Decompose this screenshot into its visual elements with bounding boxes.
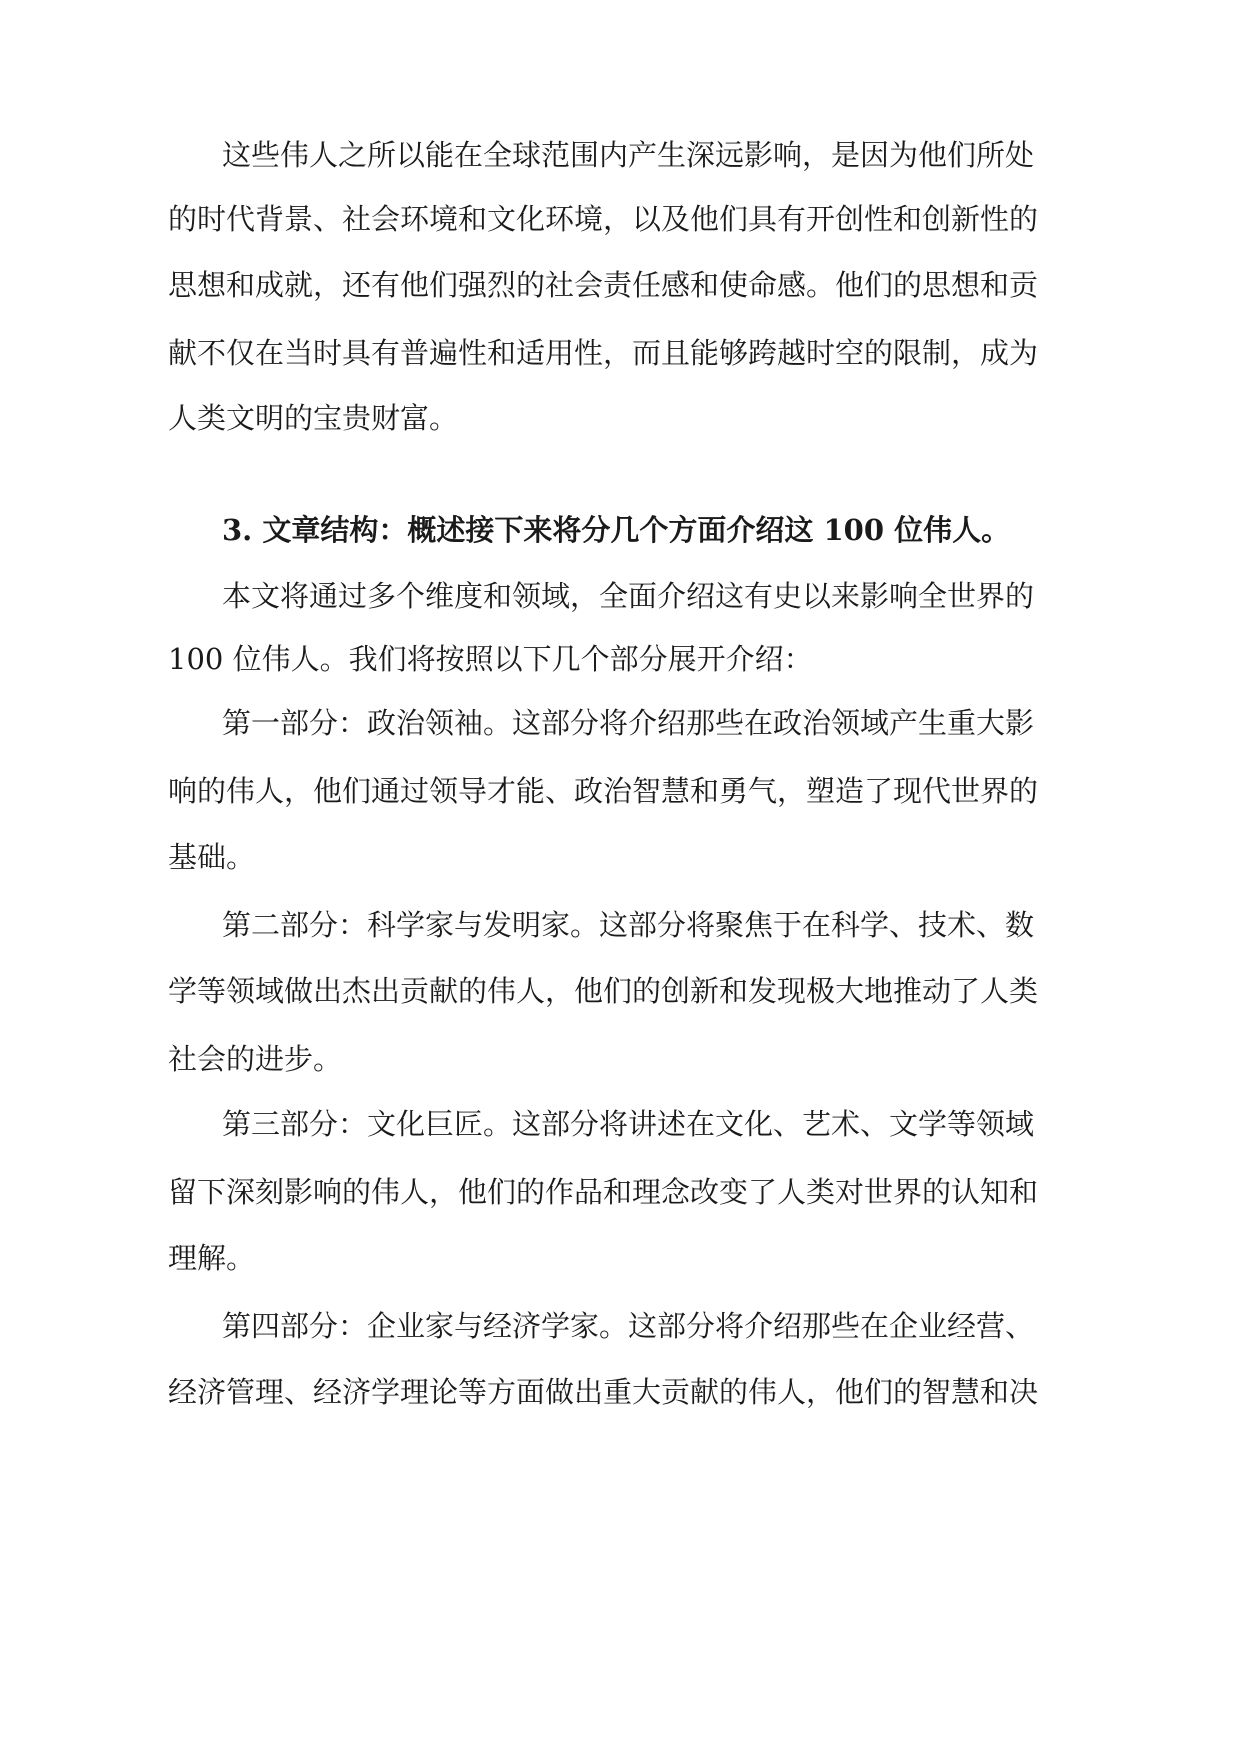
text-line: 100 位伟人。我们将按照以下几个部分展开介绍： xyxy=(168,642,813,676)
text-line: 本文将通过多个维度和领域，全面介绍这有史以来影响全世界的 xyxy=(222,579,1035,613)
text-line: 第三部分：文化巨匠。这部分将讲述在文化、艺术、文学等领域 xyxy=(222,1107,1035,1141)
text-line: 人类文明的宝贵财富。 xyxy=(168,401,459,435)
text-line: 经济管理、经济学理论等方面做出重大贡献的伟人，他们的智慧和决 xyxy=(168,1375,1039,1409)
text-line: 献不仅在当时具有普遍性和适用性，而且能够跨越时空的限制，成为 xyxy=(168,336,1039,370)
text-line: 学等领域做出杰出贡献的伟人，他们的创新和发现极大地推动了人类 xyxy=(168,974,1039,1008)
text-line: 基础。 xyxy=(168,840,256,874)
text-line: 第二部分：科学家与发明家。这部分将聚焦于在科学、技术、数 xyxy=(222,908,1035,942)
text-line: 思想和成就，还有他们强烈的社会责任感和使命感。他们的思想和贡 xyxy=(168,268,1039,302)
text-line: 社会的进步。 xyxy=(168,1042,343,1076)
text-line: 的时代背景、社会环境和文化环境，以及他们具有开创性和创新性的 xyxy=(168,202,1039,236)
text-line: 响的伟人，他们通过领导才能、政治智慧和勇气，塑造了现代世界的 xyxy=(168,774,1039,808)
text-line: 留下深刻影响的伟人，他们的作品和理念改变了人类对世界的认知和 xyxy=(168,1175,1039,1209)
section-heading-text: 3. 文章结构：概述接下来将分几个方面介绍这 100 位伟人。 xyxy=(222,513,1011,547)
text-line: 第一部分：政治领袖。这部分将介绍那些在政治领域产生重大影 xyxy=(222,706,1035,740)
text-line: 这些伟人之所以能在全球范围内产生深远影响，是因为他们所处 xyxy=(222,138,1035,172)
text-line: 理解。 xyxy=(168,1241,256,1275)
text-line: 第四部分：企业家与经济学家。这部分将介绍那些在企业经营、 xyxy=(222,1309,1035,1343)
